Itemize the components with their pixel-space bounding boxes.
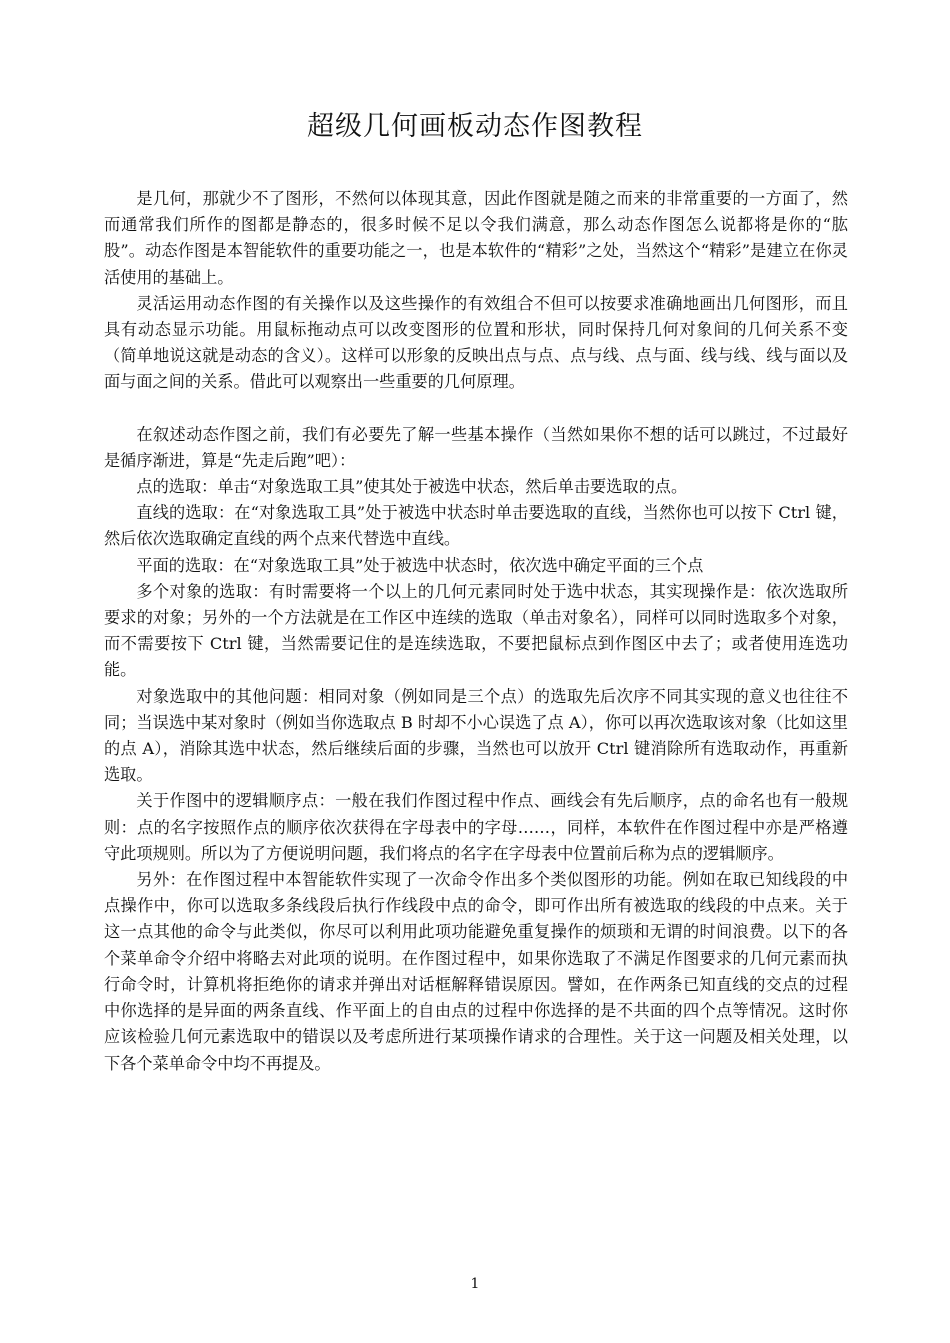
item-text: 在“对象选取工具”处于被选中状态时，依次选中确定平面的三个点 (233, 555, 704, 575)
page-title: 超级几何画板动态作图教程 (307, 111, 643, 142)
paragraph-intro: 是几何，那就少不了图形，不然何以体现其意，因此作图就是随之而来的非常重要的一方面了，然而通常我们所作的图都是静态的，很多时候不足以令我们满意，那么动态作图怎么说都将是你的“肱股”。动态作图是本智能软件的重要功能之一，也是本软件的“精彩”之处，当然这个“精彩”是建立在你灵活使用的基础上。 (104, 189, 848, 287)
item-label: 关于作图中的逻辑顺序点： (136, 791, 336, 811)
item-text: 在“对象选取工具”处于被选中状态时单击要选取的直线，当然你也可以按下 Ctrl 键，然后依次选取确定直线的两个点来代替选中直线。 (104, 503, 848, 549)
item-point-select (104, 474, 848, 500)
document-body (104, 186, 848, 1077)
item-text: 相同对象（例如同是三个点）的选取先后次序不同其实现的意义也往往不同；当误选中某对象时（例如当你选取点 B 时却不小心误选了点 A），你可以再次选取该对象（比如这里的点 A），消除其选中状态，然后继续后面的步骤，当然也可以放开 Ctrl 键消除所有选取动作，再重新选取。 (104, 686, 849, 785)
item-label: 直线的选取： (136, 503, 235, 523)
item-line-select (104, 500, 848, 552)
item-text: 单击“对象选取工具”使其处于被选中状态，然后单击要选取的点。 (217, 477, 688, 497)
page-number: 1 (470, 1276, 480, 1292)
item-additional (104, 867, 848, 1077)
item-label: 多个对象的选取： (136, 581, 269, 601)
item-plane-select (104, 553, 848, 579)
item-label: 点的选取： (136, 477, 218, 497)
paragraph-dynamic: 灵活运用动态作图的有关操作以及这些操作的有效组合不但可以按要求准确地画出几何图形，而且具有动态显示功能。用鼠标拖动点可以改变图形的位置和形状，同时保持几何对象间的几何关系不变（简单地说这就是动态的含义）。这样可以形象的反映出点与点、点与线、点与面、线与线、线与面以及面与面之间的关系。借此可以观察出一些重要的几何原理。 (104, 293, 848, 392)
paragraph-basic-ops: 在叙述动态作图之前，我们有必要先了解一些基本操作（当然如果你不想的话可以跳过，不过最好是循序渐进，算是“先走后跑”吧）： (104, 424, 848, 470)
item-text: 有时需要将一个以上的几何元素同时处于选中状态，其实现操作是：依次选取所要求的对象；另外的一个方法就是在工作区中连续的选取（单击对象名），同样可以同时选取多个对象，而不需要按下 Ctrl 键，当然需要记住的是连续选取，不要把鼠标点到作图区中去了；或者使用连选功能。 (104, 581, 849, 680)
item-label: 对象选取中的其他问题： (136, 686, 319, 706)
item-text: 一般在我们作图过程中作点、画线会有先后顺序，点的命名也有一般规则：点的名字按照作点的顺序依次获得在字母表中的字母……，同样，本软件在作图过程中亦是严格遵守此项规则。所以为了方便说明问题，我们将点的名字在字母表中位置前后称为点的逻辑顺序。 (104, 791, 849, 863)
item-logical-order (104, 788, 848, 867)
item-multi-select (104, 579, 848, 684)
item-label: 另外： (136, 870, 187, 890)
item-text: 在作图过程中本智能软件实现了一次命令作出多个类似图形的功能。例如在取已知线段的中点操作中，你可以选取多条线段后执行作线段中点的命令，即可作出所有被选取的线段的中点来。关于这一点其他的命令与此类似，你尽可以利用此项功能避免重复操作的烦琐和无谓的时间浪费。以下的各个菜单命令介绍中将略去对此项的说明。在作图过程中，如果你选取了不满足作图要求的几何元素而执行命令时，计算机将拒绝你的请求并弹出对话框解释错误原因。譬如，在作两条已知直线的交点的过程中你选择的是异面的两条直线、作平面上的自由点的过程中你选择的是不共面的四个点等情况。这时你应该检验几何元素选取中的错误以及考虑所进行某项操作请求的合理性。关于这一问题及相关处理，以下各个菜单命令中均不再提及。 (104, 870, 849, 1073)
item-label: 平面的选取： (136, 555, 234, 575)
item-other-issues (104, 684, 848, 789)
